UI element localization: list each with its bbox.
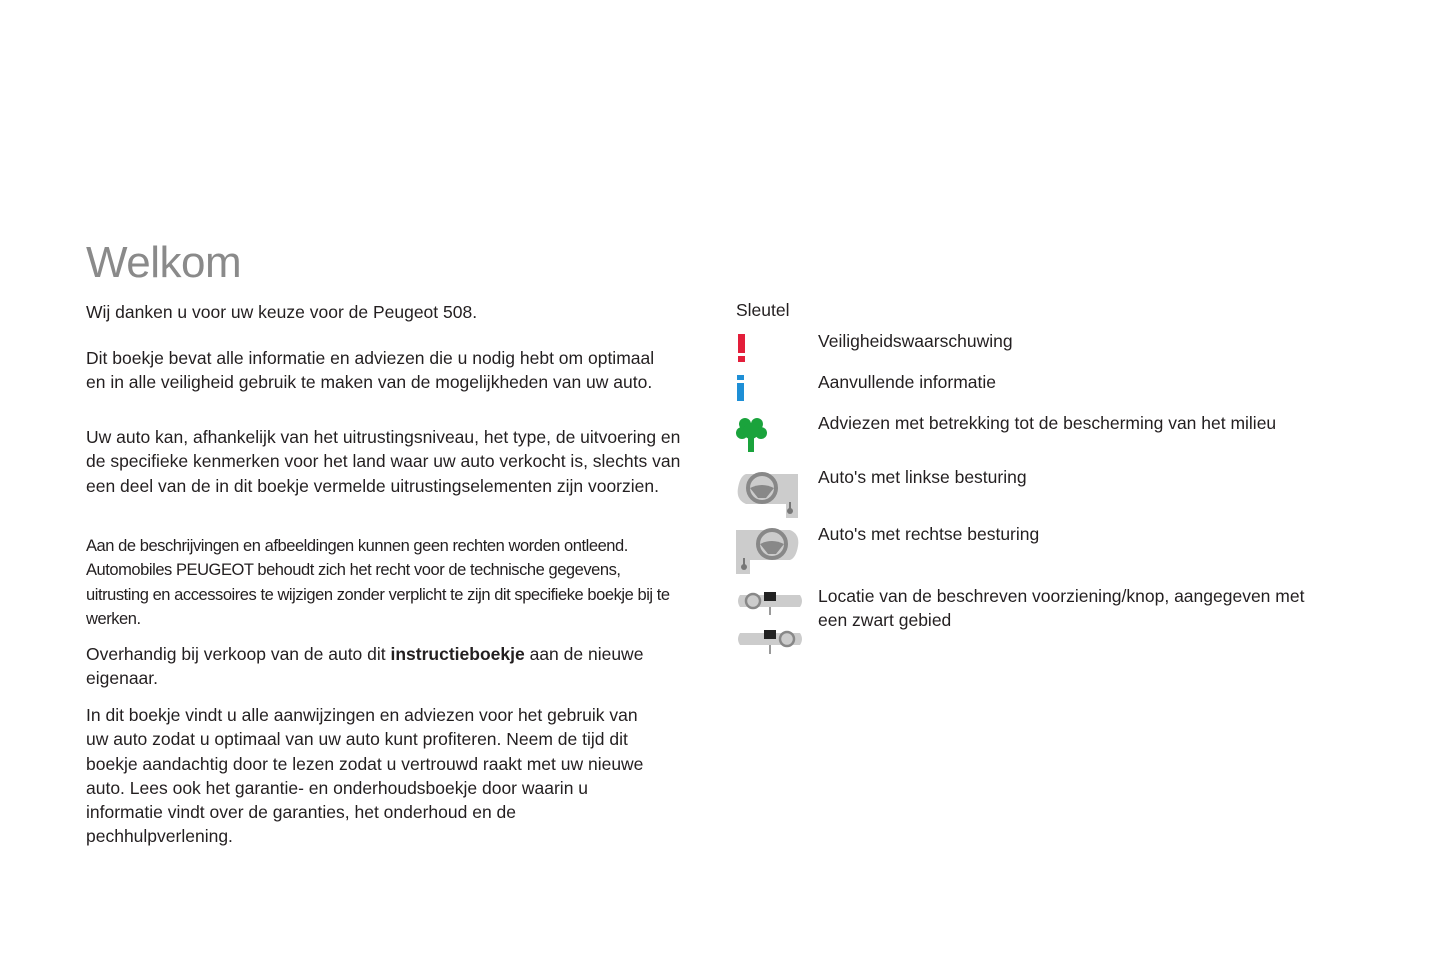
p4-bold: instructieboekje xyxy=(390,644,525,664)
page-title: Welkom xyxy=(86,238,242,287)
key-item-warning: Veiligheidswaarschuwing xyxy=(818,331,1013,351)
left-hand-drive-icon xyxy=(736,470,800,520)
key-item-info: Aanvullende informatie xyxy=(818,372,997,392)
paragraph-2: Uw auto kan, afhankelijk van het uitrustingsniveau, het type, de uitvoering en de specifieke kenmerken voor het land waar uw auto verkocht is, slechts van een deel van de in dit boekje vermelde uitrustingselementen zijn voorzien. xyxy=(86,427,681,496)
paragraph-5: In dit boekje vindt u alle aanwijzingen en adviezen voor het gebruik van uw auto zodat u optimaal van uw auto kunt profiteren. Neem de tijd dit boekje aandachtig door te lezen zodat u vertrouwd raakt met uw nieuwe auto. Lees ook het garantie- en onderhoudsboekje door waarin u informatie vindt over de garanties, het onderhoud en de pechhulpverlening. xyxy=(86,705,644,847)
warning-icon xyxy=(736,334,748,362)
key-heading: Sleutel xyxy=(736,300,790,320)
paragraph-1: Dit boekje bevat alle informatie en adviezen die u nodig hebt om optimaal en in alle veiligheid gebruik te maken van de mogelijkheden van uw auto. xyxy=(86,348,655,393)
tree-icon xyxy=(736,416,768,452)
right-hand-drive-icon xyxy=(736,526,800,576)
intro-paragraph: Wij danken u voor uw keuze voor de Peugeot 508. xyxy=(86,302,478,322)
key-item-rhd: Auto's met rechtse besturing xyxy=(818,524,1040,544)
p4-post: aan de nieuwe eigenaar. xyxy=(86,644,644,689)
p4-pre: Overhandig bij verkoop van de auto dit xyxy=(86,644,391,664)
paragraph-4 xyxy=(86,642,686,691)
paragraph-3: Aan de beschrijvingen en afbeeldingen kunnen geen rechten worden ontleend. Automobiles PEUGEOT behoudt zich het recht voor de technische gegevens, uitrusting en accessoires te wijzigen zonder verplicht te zijn dit specifieke boekje bij te werken. xyxy=(86,537,670,628)
key-item-lhd: Auto's met linkse besturing xyxy=(818,467,1027,487)
key-item-eco: Adviezen met betrekking tot de bescherming van het milieu xyxy=(818,413,1277,433)
info-icon xyxy=(736,375,748,401)
location-icon xyxy=(736,589,804,659)
key-item-location: Locatie van de beschreven voorziening/knop, aangegeven met een zwart gebied xyxy=(818,586,1305,631)
